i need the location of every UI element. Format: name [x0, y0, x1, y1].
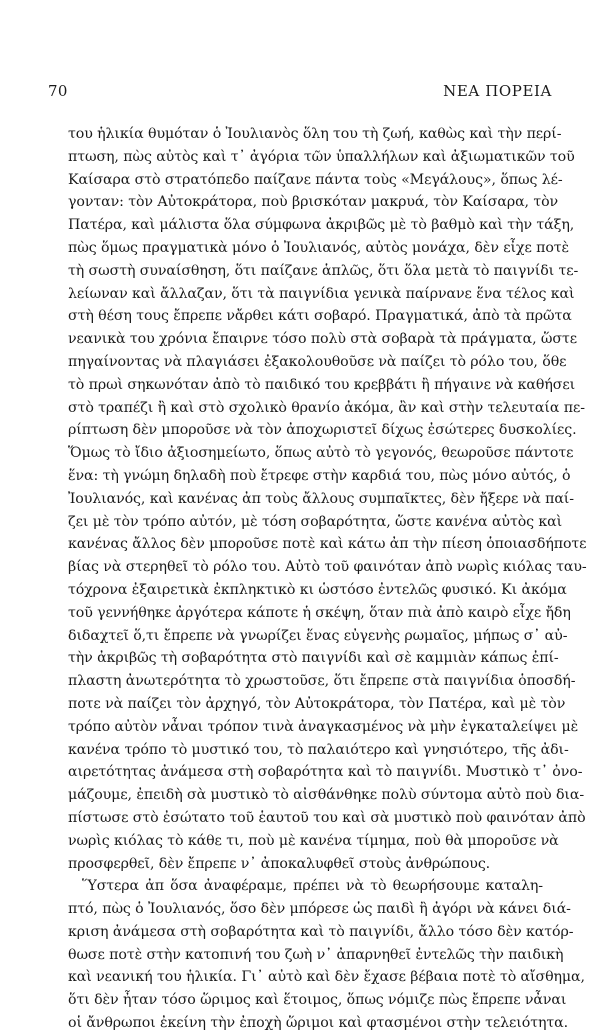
text-line: κανένα τρόπο τὸ μυστικό του, τὸ παλαιότερο καὶ γνησιότερο, τῆς ἀδι- — [68, 741, 569, 758]
text-line: θωσε ποτὲ στὴν κατοπινή του ζωὴ ν᾽ ἀπαρνηθεῖ ἐντελῶς τὴν παιδικὴ — [68, 946, 564, 963]
text-line: Ὕστερα ἀπ ὅσα ἀναφέραμε, πρέπει νὰ τὸ θεωρήσουμε καταλη- — [82, 878, 543, 895]
text-line: πὼς ὅμως πραγματικὰ μόνο ὁ Ἰουλιανός, αὐτὸς μονάχα, δὲν εἶχε ποτὲ — [68, 239, 570, 256]
text-line: ποτε νὰ παίζει τὸν ἀρχηγό, τὸν Αὐτοκράτορα, τὸν Πατέρα, καὶ μὲ τὸν — [68, 695, 566, 712]
text-line: νεανικὰ του χρόνια ἔπαιρνε τόσο πολὺ στὰ σοβαρὰ τὰ πράγματα, ὥστε — [68, 331, 577, 348]
text-line: πηγαίνοντας νὰ πλαγιάσει ἐξακολουθοῦσε νὰ παίζει τὸ ρόλο του, ὅθε — [68, 353, 567, 370]
running-title: ΝΕΑ ΠΟΡΕΙΑ — [443, 82, 552, 100]
text-line: πλαστη ἀνωτερότητα τὸ χρωστοῦσε, ὅτι ἔπρεπε στὰ παιγνίδια ὁποσδή- — [68, 673, 576, 690]
text-line: καὶ νεανική του ἡλικία. Γι᾽ αὐτὸ καὶ δὲν ἔχασε βέβαια ποτὲ τὸ αἴσθημα, — [68, 969, 585, 986]
text-line: τρόπο αὐτὸν νἆναι τρόπον τινὰ ἀναγκασμένος νὰ μὴν ἐγκαταλείψει μὲ — [68, 718, 579, 735]
text-line: πίστωσε στὸ ἐσώτατο τοῦ ἑαυτοῦ του καὶ σὰ μυστικὸ ποὺ φαινόταν ἀπὸ — [68, 809, 586, 826]
text-line: οἱ ἄνθρωποι ἐκείνη τὴν ἐποχὴ ὥριμοι καὶ φτασμένοι στὴν τελειότητα. — [68, 1015, 568, 1032]
text-line: ρίπτωση δὲν μποροῦσε νὰ τὸν ἀποχωριστεῖ δίχως ἐσώτερες δυσκολίες. — [68, 422, 577, 439]
text-line: τόχρονα ἐξαιρετικὰ ἐκπληκτικὸ κι ὡστόσο ἐντελῶς φυσικό. Κι ἀκόμα — [68, 581, 567, 598]
text-line: βίας νὰ στερηθεῖ τὸ ρόλο του. Αὐτὸ τοῦ φαινόταν ἀπὸ νωρὶς κιόλας ταυ- — [68, 559, 587, 576]
text-line: τὴν ἀκριβῶς τὴ σοβαρότητα στὸ παιγνίδι καὶ σὲ καμμιὰν κάπως ἐπί- — [68, 650, 559, 667]
text-line: ἕνα: τὴ γνώμη δηλαδὴ ποὺ ἔτρεφε στὴν καρδιά του, πὼς μόνο αὐτός, ὁ — [68, 467, 571, 484]
text-line: ὅτι δὲν ἦταν τόσο ὥριμος καὶ ἕτοιμος, ὅπως νόμιζε πὼς ἔπρεπε νἆναι — [68, 992, 567, 1009]
text-line: στὸ τραπέζι ἢ καὶ στὸ σχολικὸ θρανίο ἀκόμα, ἂν καὶ στὴν τελευταία πε- — [68, 399, 585, 416]
text-line: του ἡλικία θυμόταν ὁ Ἰουλιανὸς ὅλη του τὴ ζωή, καθὼς καὶ τὴν περί- — [68, 126, 562, 142]
text-line: Πατέρα, καὶ μάλιστα ὅλα σύμφωνα ἀκριβῶς μὲ τὸ βαθμὸ καὶ τὴν τάξη, — [68, 217, 575, 234]
text-line: τὴ σωστὴ συναίσθηση, ὅτι παίζανε ἁπλῶς, ὅτι ὅλα μετὰ τὸ παιγνίδι τε- — [68, 262, 579, 279]
text-line: διδαχτεῖ ὅ,τι ἔπρεπε νὰ γνωρίζει ἕνας εὐγενὴς ρωμαῖος, μήπως σ᾽ αὐ- — [68, 627, 568, 644]
text-line: λείωναν καὶ ἄλλαζαν, ὅτι τὰ παιγνίδια γενικὰ παίρνανε ἕνα τέλος καὶ — [68, 285, 575, 302]
text-line: αιρετότητας ἀνάμεσα στὴ σοβαρότητα καὶ τὸ παιγνίδι. Μυστικὸ τ᾽ ὀνο- — [68, 764, 583, 781]
page-header — [48, 82, 552, 102]
text-line: κανένας ἄλλος δὲν μποροῦσε ποτὲ καὶ κάτω ἀπ τὴν πίεση ὁποιασδήποτε — [68, 536, 587, 553]
text-line: Ὅμως τὸ ἴδιο ἀξιοσημείωτο, ὅπως αὐτὸ τὸ γεγονός, θεωροῦσε πάντοτε — [68, 445, 574, 462]
text-line: πτωση, πὼς αὐτὸς καὶ τ᾽ ἀγόρια τῶν ὑπαλλήλων καὶ ἀξιωματικῶν τοῦ — [68, 148, 575, 165]
text-line: νωρὶς κιόλας τὸ κάθε τι, ποὺ μὲ κανένα τίμημα, ποὺ θὰ μποροῦσε νὰ — [68, 832, 559, 849]
text-line: προσφερθεῖ, δὲν ἔπρεπε ν᾽ ἀποκαλυφθεῖ στοὺς ἀνθρώπους. — [68, 855, 491, 872]
text-line: κριση ἀνάμεσα στὴ σοβαρότητα καὶ τὸ παιγνίδι, ἄλλο τόσο δὲν κατόρ- — [68, 923, 574, 940]
text-line: Καίσαρα στὸ στρατόπεδο παίζανε πάντα τοὺς «Μεγάλους», ὅπως λέ- — [68, 171, 563, 188]
text-line: πτό, πὼς ὁ Ἰουλιανός, ὅσο δὲν μπόρεσε ὡς παιδὶ ἢ ἀγόρι νὰ κάνει διά- — [68, 901, 571, 918]
text-line: γονταν: τὸν Αὐτοκράτορα, ποὺ βρισκόταν μακρυά, τὸν Καίσαρα, τὸν — [68, 194, 559, 211]
text-line: τὸ πρωὶ σηκωνόταν ἀπὸ τὸ παιδικό του κρεββάτι ἢ πήγαινε νὰ καθήσει — [68, 376, 576, 393]
text-line: Ἰουλιανός, καὶ κανένας ἀπ τοὺς ἄλλους συμπαῖκτες, δὲν ἤξερε νὰ παί- — [68, 490, 574, 507]
text-line: στὴ θέση τους ἔπρεπε νἄρθει κάτι σοβαρό. Πραγματικά, ἀπὸ τὰ πρῶτα — [68, 308, 572, 325]
page-number: 70 — [48, 82, 68, 100]
text-line: τοῦ γεννήθηκε ἀργότερα κάποτε ἡ σκέψη, ὅταν πιὰ ἀπὸ καιρὸ εἶχε ἤδη — [68, 604, 571, 621]
text-line: μάζουμε, ἐπειδὴ σὰ μυστικὸ τὸ αἰσθάνθηκε πολὺ σύντομα αὐτὸ ποὺ δια- — [68, 787, 585, 804]
text-line: ζει μὲ τὸν τρόπο αὐτόν, μὲ τόση σοβαρότητα, ὥστε κανένα αὐτὸς καὶ — [68, 513, 563, 530]
body-text — [68, 123, 587, 1035]
